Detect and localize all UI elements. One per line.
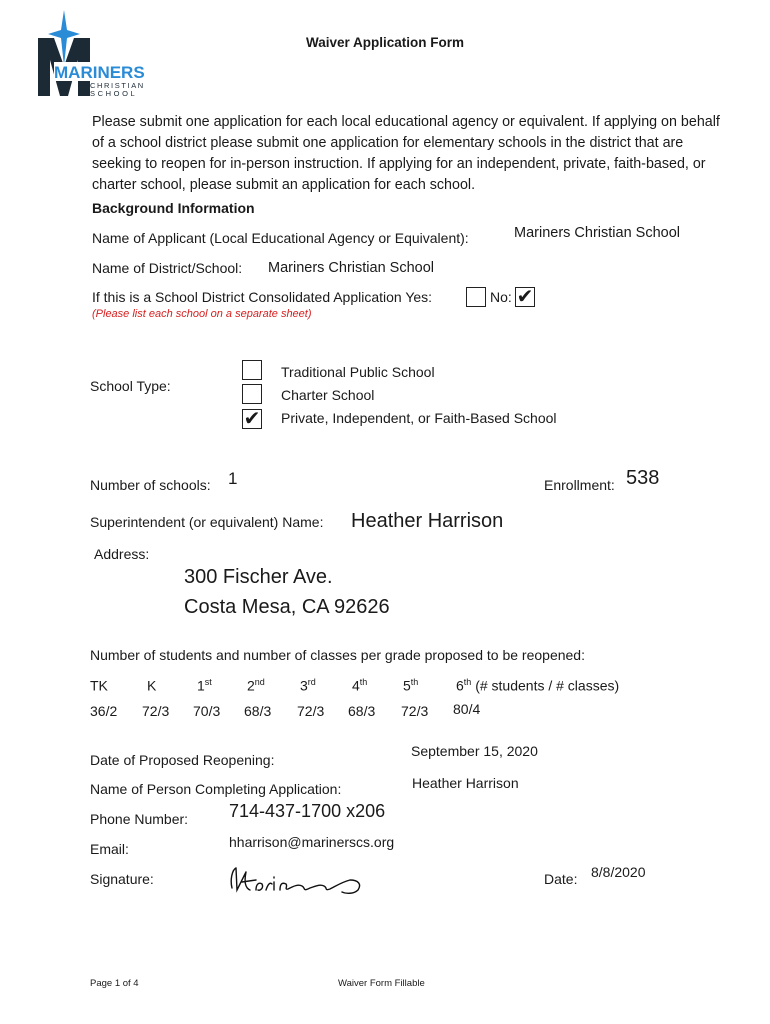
consolidated-no-checkbox[interactable]: ✔ — [516, 286, 534, 308]
grade-header-tk: TK — [90, 677, 108, 694]
grade-header-1st: 1st — [197, 677, 212, 694]
consolidated-label: If this is a School District Consolidated Application Yes: — [92, 289, 433, 305]
grade-header-6th: 6th (# students / # classes) — [456, 677, 620, 694]
footer-page-number: Page 1 of 4 — [90, 978, 139, 989]
superintendent-label: Superintendent (or equivalent) Name: — [90, 514, 324, 530]
district-label: Name of District/School: — [92, 260, 243, 276]
grade-header-2nd: 2nd — [247, 677, 265, 694]
schools-count-label: Number of schools: — [90, 477, 211, 493]
superintendent-field[interactable]: Heather Harrison — [351, 510, 504, 532]
charter-school-label: Charter School — [281, 387, 375, 403]
applicant-label: Name of Applicant (Local Educational Agency or Equivalent): — [92, 230, 469, 246]
address-line-2[interactable]: Costa Mesa, CA 92626 — [184, 596, 390, 618]
sign-date-label: Date: — [544, 871, 578, 887]
phone-field[interactable]: 714-437-1700 x206 — [229, 801, 386, 821]
private-school-checkbox[interactable]: ✔ — [243, 408, 261, 430]
enrollment-label: Enrollment: — [544, 477, 615, 493]
logo-subtitle-2: SCHOOL — [90, 89, 138, 98]
grade-value-1st[interactable]: 70/3 — [193, 703, 221, 719]
grade-header-3rd: 3rd — [300, 677, 316, 694]
grade-value-4th[interactable]: 68/3 — [348, 703, 376, 719]
address-label: Address: — [94, 546, 150, 562]
mariners-christian-school-logo — [34, 8, 164, 98]
applicant-field[interactable]: Mariners Christian School — [514, 225, 681, 241]
email-label: Email: — [90, 841, 129, 857]
background-heading: Background Information — [92, 200, 255, 216]
intro-paragraph: Please submit one application for each local educational agency or equivalent. If applying on behalf of a school district please submit one application for elementary schools in the district that are seeking to reopen for in-person instruction. If applying for an independent, private, faith-based, or charter school, please submit an application for each school. — [92, 114, 720, 193]
grade-value-tk[interactable]: 36/2 — [90, 703, 118, 719]
reopen-date-label: Date of Proposed Reopening: — [90, 752, 275, 768]
grade-header-k: K — [147, 677, 157, 694]
logo-name-text: MARINERS — [54, 63, 145, 82]
district-field[interactable]: Mariners Christian School — [268, 260, 435, 276]
sign-date-field[interactable]: 8/8/2020 — [591, 864, 646, 880]
consolidated-no-label: No: — [490, 289, 512, 305]
traditional-public-label: Traditional Public School — [281, 364, 435, 380]
person-label: Name of Person Completing Application: — [90, 781, 342, 797]
charter-school-checkbox[interactable] — [242, 384, 262, 404]
grade-value-5th[interactable]: 72/3 — [401, 703, 429, 719]
reopen-date-field[interactable]: September 15, 2020 — [411, 743, 538, 759]
form-title: Waiver Application Form — [305, 35, 465, 50]
schools-count-field[interactable]: 1 — [228, 469, 238, 488]
grade-header-5th: 5th — [403, 677, 419, 694]
separate-sheet-note: (Please list each school on a separate sheet) — [92, 308, 312, 320]
consolidated-yes-checkbox[interactable] — [466, 287, 486, 307]
handwritten-signature[interactable] — [226, 860, 376, 900]
grades-heading: Number of students and number of classes per grade proposed to be reopened: — [90, 647, 585, 663]
signature-label: Signature: — [90, 871, 154, 887]
person-field[interactable]: Heather Harrison — [412, 775, 519, 791]
grade-header-4th: 4th — [352, 677, 368, 694]
grade-value-3rd[interactable]: 72/3 — [297, 703, 325, 719]
grade-value-2nd[interactable]: 68/3 — [244, 703, 272, 719]
phone-label: Phone Number: — [90, 811, 189, 827]
private-school-label: Private, Independent, or Faith-Based School — [281, 410, 557, 426]
grade-value-6th[interactable]: 80/4 — [453, 701, 481, 717]
address-line-1[interactable]: 300 Fischer Ave. — [184, 566, 333, 588]
footer-form-name: Waiver Form Fillable — [338, 978, 425, 989]
enrollment-field[interactable]: 538 — [626, 467, 660, 489]
school-type-label: School Type: — [90, 378, 171, 394]
traditional-public-checkbox[interactable] — [242, 360, 262, 380]
grade-value-k[interactable]: 72/3 — [142, 703, 170, 719]
email-field[interactable]: hharrison@marinerscs.org — [229, 834, 395, 850]
logo-subtitle-1: CHRISTIAN — [90, 81, 145, 90]
